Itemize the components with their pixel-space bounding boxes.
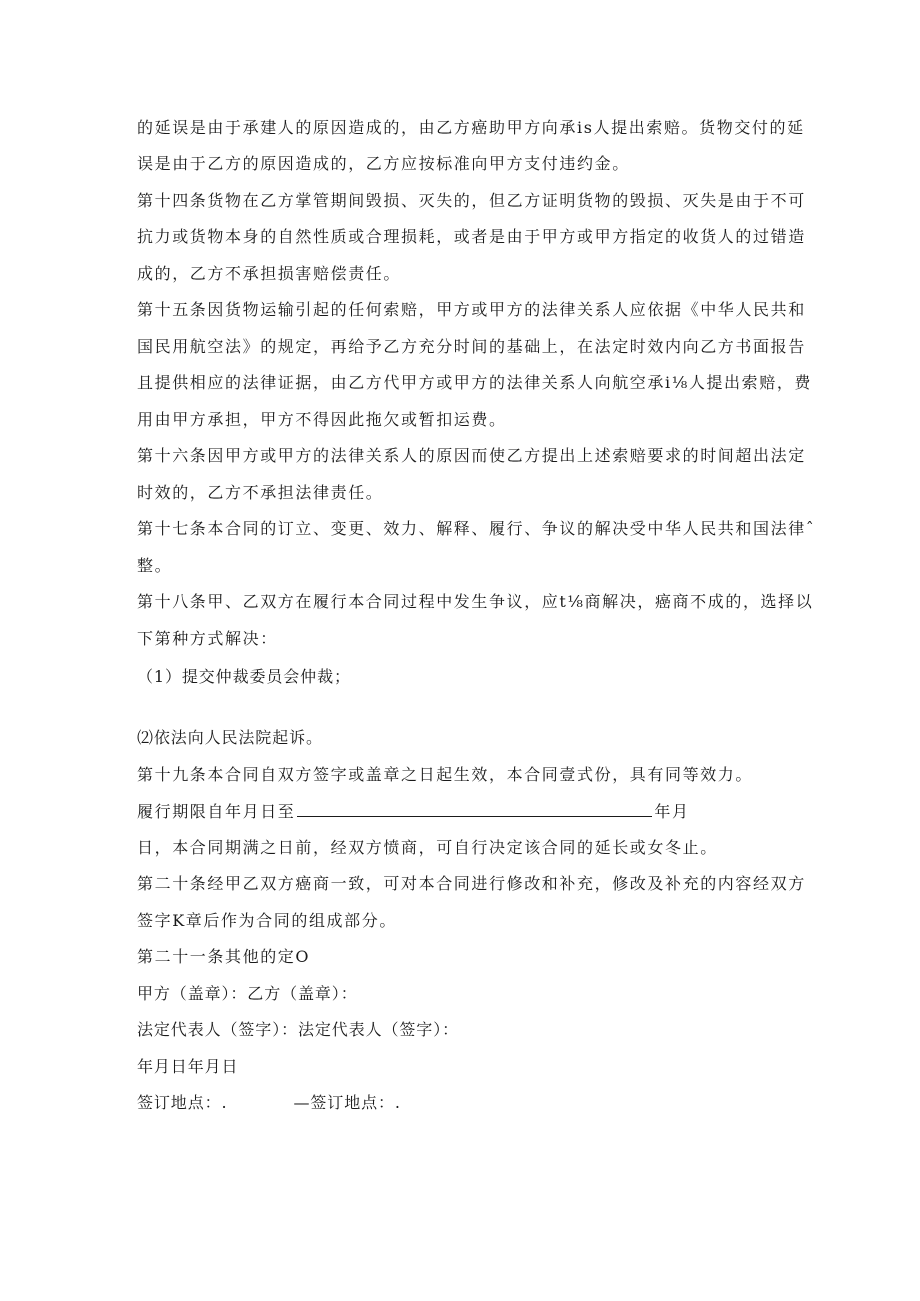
text-line: 第十九条本合同自双方签字或盖章之日起生效，本合同壹式份，具有同等效力。 [137,765,754,784]
sign-place-line [137,1092,401,1114]
text-line: 且提供相应的法律证据，由乙方代甲方或甲方的法律关系人向航空承i⅛人提出索赔，费 [137,373,813,392]
text-line: 国民用航空法》的规定，再给予乙方充分时间的基础上，在法定时效内向乙方书面报告 [137,337,806,356]
text-line: 的延误是由于承建人的原因造成的，由乙方癌助甲方向承is人提出索赔。货物交付的延 [137,118,805,137]
date-line: 年月日年月日 [137,1057,239,1076]
term-prefix: 履行期限自年月日至 [137,802,296,821]
text-line: 用由甲方承担，甲方不得因此拖欠或暂扣运费。 [137,410,507,429]
text-line: 签字K章后作为合同的组成部分。 [137,911,397,930]
sign-place-left: 签订地点：. [137,1093,228,1112]
text-line: 抗力或货物本身的自然性质或合理损耗，或者是由于甲方或甲方指定的收货人的过错造 [137,227,806,246]
signature-line: 法定代表人（签字）：法定代表人（签字）： [137,1020,460,1039]
text-line: 第二十条经甲乙双方癌商一致，可对本合同进行修改和补充，修改及补充的内容经双方 [137,874,806,893]
text-line: ⑵依法向人民法院起诉。 [137,728,323,747]
text-line: （1）提交仲裁委员会仲裁； [137,667,351,686]
signature-line: 甲方（盖章）：乙方（盖章）： [137,984,358,1003]
text-line: 下第种方式解决： [137,629,278,648]
text-line: 时效的，乙方不承担法律责任。 [137,483,384,502]
text-line: 第二十一条其他的定O [137,947,311,966]
text-line: 第十四条货物在乙方掌管期间毁损、灭失的，但乙方证明货物的毁损、灭失是由于不可 [137,191,806,210]
text-line: 误是由于乙方的原因造成的，乙方应按标准向甲方支付违约金。 [137,154,630,173]
text-line: 第十八条甲、乙双方在履行本合同过程中发生争议，应t⅛商解决，癌商不成的，选择以 [137,592,814,611]
text-line: 第十五条因货物运输引起的任何索赔，甲方或甲方的法律关系人应依据《中华人民共和 [137,300,806,319]
text-line: 第十七条本合同的订立、变更、效力、解释、履行、争议的解决受中华人民共和国法律ˆ [137,519,816,538]
term-line [137,800,690,823]
text-line: 成的，乙方不承担损害赔偿责任。 [137,264,402,283]
text-line: 整。 [137,556,173,575]
text-line: 第十六条因甲方或甲方的法律关系人的原因而使乙方提出上述索赔要求的时间超出法定 [137,446,806,465]
blank-underline [297,800,652,817]
sign-place-right: —签订地点：. [293,1093,401,1112]
text-line: 日，本合同期满之日前，经双方愤商，可自行决定该合同的延长或女冬止。 [137,838,718,857]
term-suffix: 年月 [654,802,690,821]
